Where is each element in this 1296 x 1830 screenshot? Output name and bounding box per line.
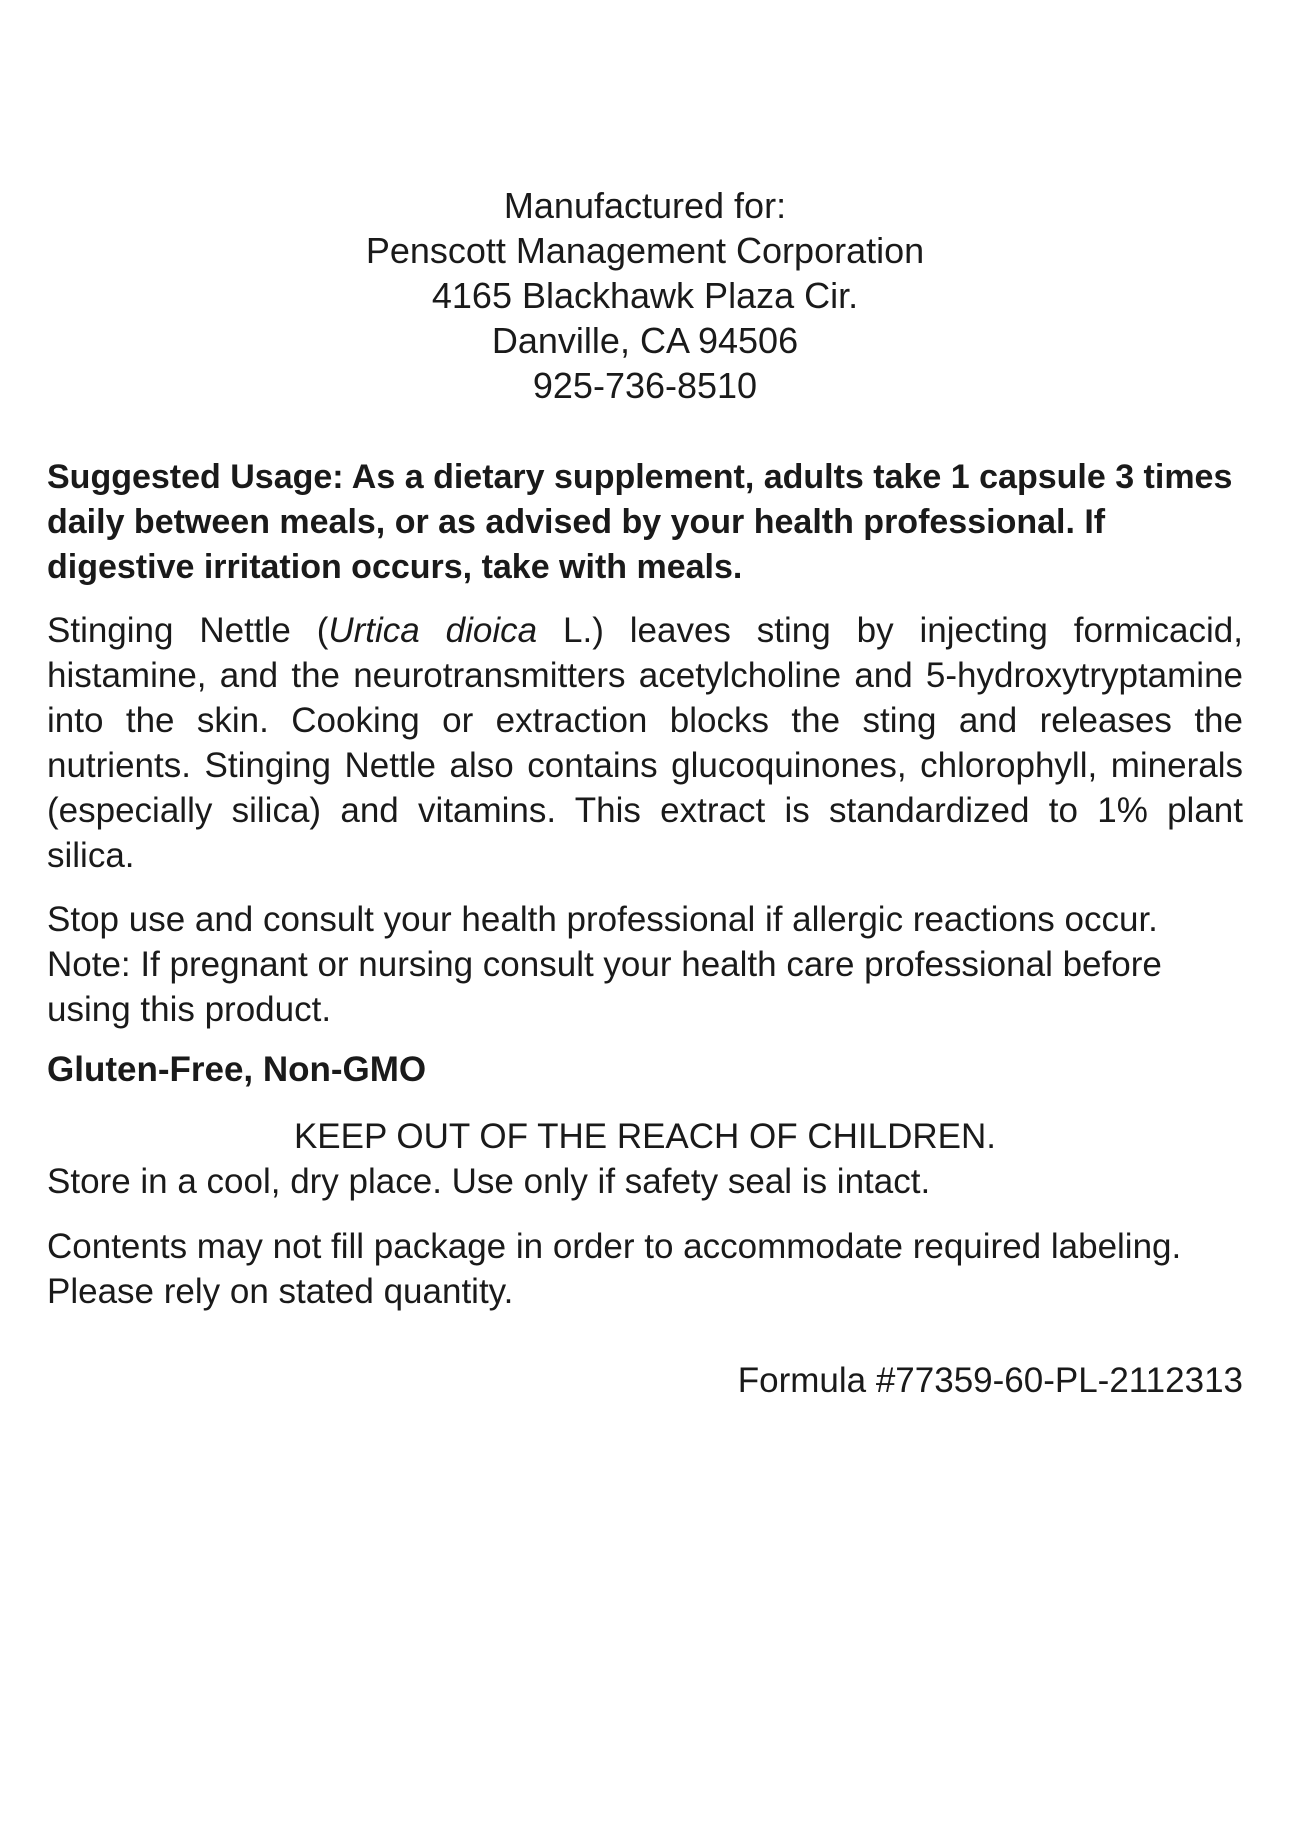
manufacturer-company: Penscott Management Corporation (365, 230, 925, 271)
keep-out-notice: KEEP OUT OF THE REACH OF CHILDREN. (293, 1117, 997, 1156)
allergy-warning: Stop use and consult your health professional if allergic reactions occur. Note: If pregnant or nursing consult your health care professional before using this product. (47, 900, 1162, 1029)
manufacturer-phone: 925-736-8510 (532, 365, 758, 406)
suggested-usage: Suggested Usage: As a dietary supplement, adults take 1 capsule 3 times daily between meals, or as advised by your health professional. If digestive irritation occurs, take with meals. (47, 458, 1233, 586)
nettle-description (47, 608, 1243, 878)
manufacturer-block (47, 183, 1243, 408)
storage-block (47, 1114, 1243, 1204)
gluten-free-claim: Gluten-Free, Non-GMO (47, 1050, 427, 1089)
nettle-latin-name: Urtica dioica (328, 611, 538, 650)
nettle-text-after: L.) leaves sting by injecting formicacid, histamine, and the neurotransmitters acetylcholine and 5-hydroxytryptamine into the skin. Cooking or extraction blocks the sting and releases the nutrients. Stinging Nettle also contains glucoquinones, chlorophyll, minerals (especially silica) and vitamins. This extract is standardized to 1% plant silica. (47, 611, 1243, 875)
manufacturer-heading: Manufactured for: (503, 185, 787, 226)
manufacturer-city: Danville, CA 94506 (491, 320, 799, 361)
manufacturer-street: 4165 Blackhawk Plaza Cir. (431, 275, 859, 316)
contents-notice: Contents may not fill package in order to accommodate required labeling. Please rely on stated quantity. (47, 1227, 1182, 1311)
formula-number: Formula #77359-60-PL-2112313 (737, 1361, 1243, 1400)
storage-instructions: Store in a cool, dry place. Use only if safety seal is intact. (47, 1162, 931, 1201)
nettle-text-before: Stinging Nettle ( (47, 611, 329, 650)
